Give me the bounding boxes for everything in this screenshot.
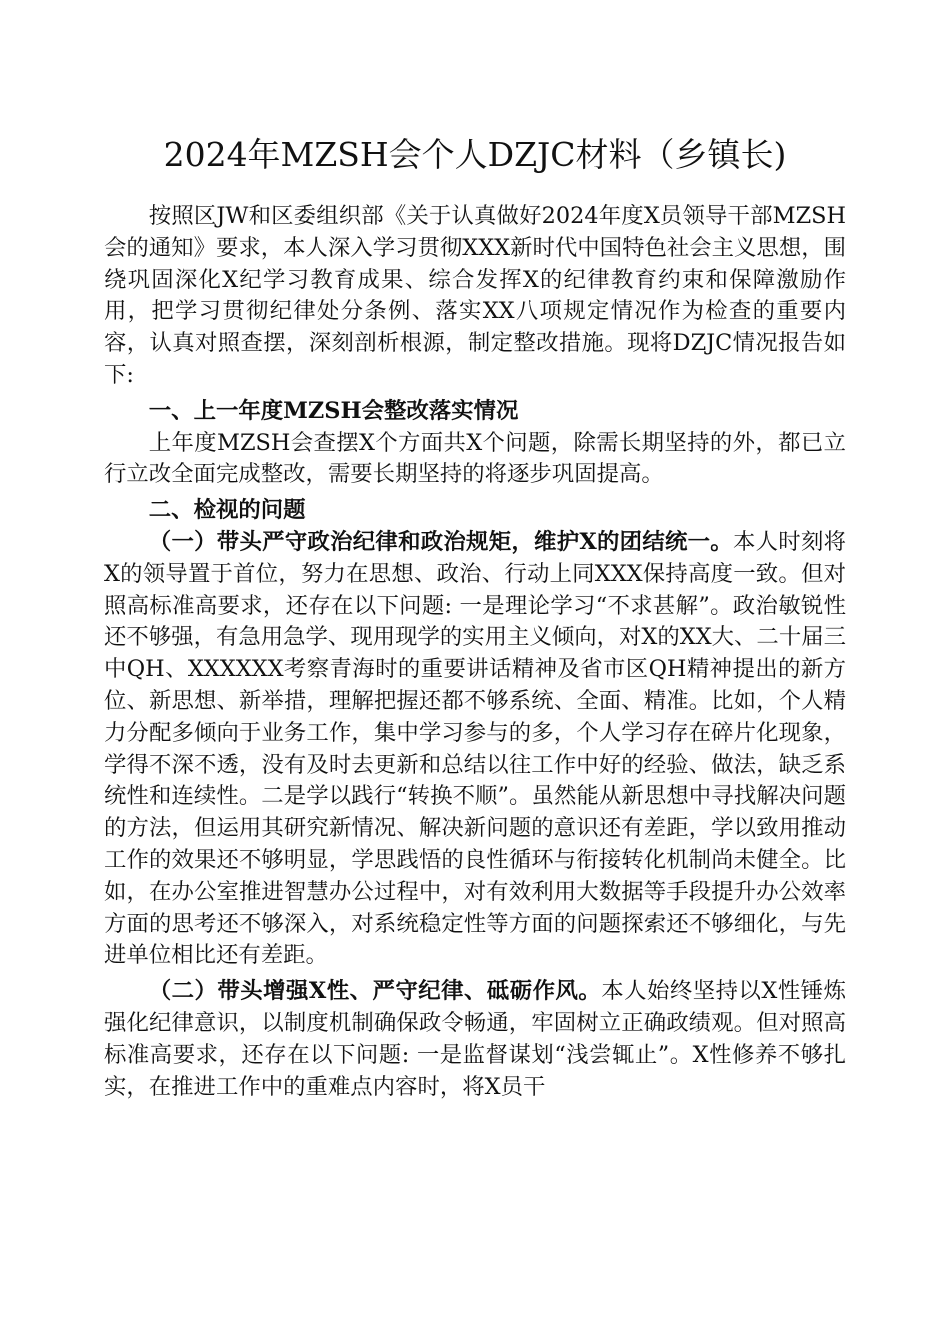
document-title: 2024年MZSH会个人DZJC材料（乡镇长) [163, 135, 787, 174]
section-heading-2: 二、检视的问题 [148, 497, 306, 524]
item2-body: 本人始终坚持以X性锤炼强化纪律意识，以制度机制确保政令畅通，牢固树立正确政绩观。但对照高标准高要求，还存在以下问题: 一是监督谋划“浅尝辄止”。X性修养不够扎实，在推进工作中的重难点内容时，将X员干 [104, 978, 846, 1100]
section-heading-1: 一、上一年度MZSH会整改落实情况 [148, 397, 519, 424]
item1-body: 本人时刻将X的领导置于首位，努力在思想、政治、行动上同XXX保持高度一致。但对照高标准高要求，还存在以下问题: 一是理论学习“不求甚解”。政治敏锐性还不够强，有急用急学、现用现学的实用主义倾向，对X的XX大、二十届三中QH、XXXXXX考察青海时的重要讲话精神及省市区QH精神提出的新方位、新思想、新举措，理解把握还都不够系统、全面、精准。比如，个人精力分配多倾向于业务工作，集中学习参与的多，个人学习存在碎片化现象，学得不深不透，没有及时去更新和总结以往工作中好的经验、做法，缺乏系统性和连续性。二是学以践行“转换不顺”。虽然能从新思想中寻找解决问题的方法，但运用其研究新情况、解决新问题的意识还有差距，学以致用推动工作的效果还不够明显，学思践悟的良性循环与衔接转化机制尚未健全。比如，在办公室推进智慧办公过程中，对有效利用大数据等手段提升办公效率方面的思考还不够深入，对系统稳定性等方面的问题探索还不够细化，与先进单位相比还有差距。 [104, 528, 847, 969]
intro-paragraph: 按照区JW和区委组织部《关于认真做好2024年度X员领导干部MZSH会的通知》要求，本人深入学习贯彻XXX新时代中国特色社会主义思想，围绕巩固深化X纪学习教育成果、综合发挥X的纪律教育约束和保障激励作用，把学习贯彻纪律处分条例、落实XX八项规定情况作为检查的重要内容，认真对照查摆，深刻剖析根源，制定整改措施。现将DZJC情况报告如下: [104, 203, 846, 388]
item1-lead: （一）带头严守政治纪律和政治规矩，维护X的团结统一。 [148, 528, 733, 555]
item2-paragraph [104, 976, 846, 1103]
item1-paragraph [104, 527, 846, 972]
item2-lead: （二）带头增强X性、严守纪律、砥砺作风。 [148, 978, 602, 1005]
section1-paragraph: 上年度MZSH会查摆X个方面共X个问题，除需长期坚持的外，都已立行立改全面完成整改，需要长期坚持的将逐步巩固提高。 [104, 429, 846, 488]
